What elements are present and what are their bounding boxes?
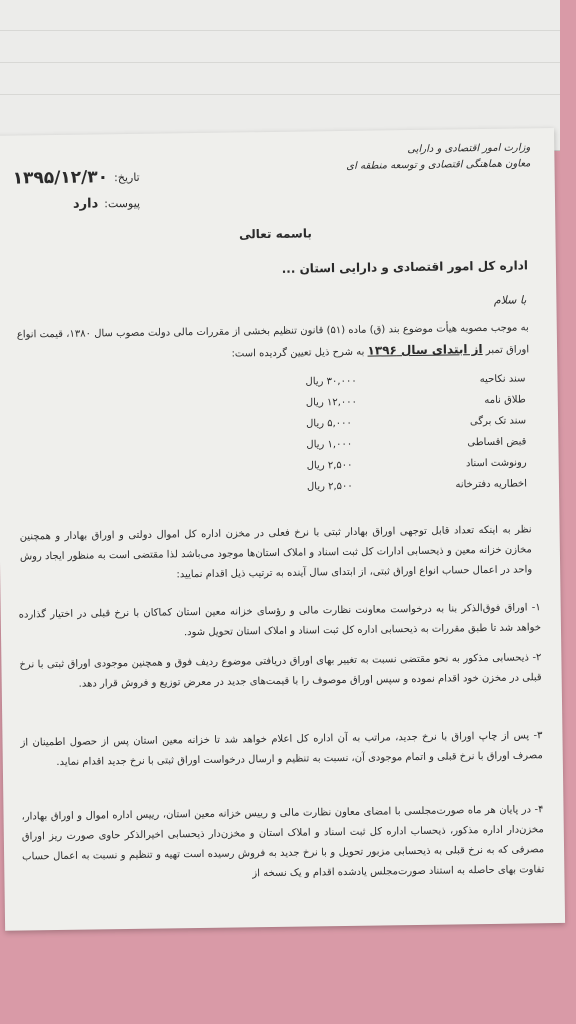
- numbered-item: ۲- ذیحسابی مذکور به نحو مقتضی نسبت به تغییر بهای اوراق دریافتی موضوع ردیف فوق و همچنین موجودی اوراق ثبتی با نرخ قبلی در مخزن خود اقدام نموده و سپس اوراق موصوف را با قیمت‌های جدید در معرض توزیع و فروش قرار دهد.: [19, 652, 542, 690]
- ministry-name: وزارت امور اقتصادی و دارایی: [407, 142, 531, 156]
- letter-meta: [12, 164, 140, 218]
- recipient: اداره کل امور اقتصادی و دارایی استان ...: [281, 258, 529, 276]
- fee-name: رونوشت اسناد: [465, 457, 527, 470]
- intro-text-end: به شرح ذیل تعیین گردیده است:: [231, 346, 365, 360]
- numbered-item: ۱- اوراق فوق‌الذکر بنا به درخواست معاونت نظارت مالی و رؤسای خزانه معین استان کماکان با نرخ قبلی در اختیار گذارده خواهد شد تا طبق مقررات به ذیحسابی اداره کل ثبت اسناد و املاک استان تحویل شود.: [18, 602, 542, 639]
- ministry-header: [346, 140, 531, 175]
- fee-name: قبض اقساطی: [467, 436, 527, 449]
- intro-paragraph: [17, 318, 530, 367]
- letter-document: [0, 128, 565, 931]
- date-label: تاریخ:: [113, 170, 140, 184]
- attachment-label: پیوست:: [104, 196, 141, 210]
- fee-row: [267, 473, 527, 498]
- body-paragraph: نظر به اینکه تعداد قابل توجهی اوراق بهادار ثبتی با نرخ فعلی در مخزن اداره کل اموال دولتی و اوراق بهادار و همچنین مخازن خزانه معین و ذیحسابی ادارات کل ثبت اسناد و املاک استان‌ها موجود می‌باشد لذا مقتضی است به منظور ایجاد روش واحد در اعمال حساب انواع اوراق ثبتی، از ابتدای سال آینده به ترتیب ذیل اقدام نمایید:: [19, 524, 533, 581]
- greeting: با سلام: [493, 293, 527, 307]
- fee-amount: ۵,۰۰۰ ریال: [306, 417, 352, 430]
- numbered-item: ۳- پس از چاپ اوراق با نرخ جدید، مراتب به آن اداره کل اعلام خواهد شد تا خزانه معین استان پس از حصول اطمینان از مصرف اوراق با نرخ قبلی و اتمام موجودی آن، نسبت به تنظیم و ارسال درخواست اوراق ثبتی با نرخ جدید اقدام نماید.: [20, 730, 543, 769]
- letter-heading: باسمه تعالی: [238, 226, 312, 242]
- fee-amount: ۲,۵۰۰ ریال: [306, 480, 353, 493]
- fee-name: سند نکاحیه: [479, 373, 526, 386]
- attachment-row: [13, 190, 140, 218]
- intro-text: به موجب مصوبه هیأت موضوع بند (ق) ماده (۵۱) قانون تنظیم بخشی از مقررات مالی دولت مصوب سال ۱۳۸۰، قیمت انواع اوراق تمبر: [16, 322, 530, 356]
- fee-amount: ۲,۵۰۰ ریال: [306, 459, 353, 472]
- numbered-item: ۴- در پایان هر ماه صورت‌مجلسی با امضای معاون نظارت مالی و رییس خزانه معین استان، رییس اداره اموال و اوراق بهادار، مخزن‌دار اداره مذکور، ذیحساب اداره کل ثبت اسناد و املاک استان و مخزن‌دار ذیحسابی اخیرالذکر حاوی صورت ریز اوراق مصرفی که به نرخ قبلی به ذیحسابی مزبور تحویل و با نرخ جدید به فروش رسیده است تهیه و تنظیم و نسبت به اعمال حساب تفاوت بهای حاصله به استناد صورت‌مجلس یادشده اقدام و یک نسخه از: [21, 804, 545, 880]
- ministry-deputy: معاون هماهنگی اقتصادی و توسعه منطقه ای: [346, 158, 531, 172]
- fee-amount: ۱,۰۰۰ ریال: [306, 438, 353, 451]
- fee-name: اخطاریه دفترخانه: [455, 478, 528, 491]
- date-row: [12, 164, 139, 192]
- fee-name: سند تک برگی: [469, 415, 527, 428]
- fee-list: [265, 368, 527, 498]
- date-value: ۱۳۹۵/۱۲/۳۰: [12, 167, 109, 189]
- fee-amount: ۱۲,۰۰۰ ریال: [305, 396, 358, 409]
- fee-amount: ۳۰,۰۰۰ ریال: [305, 375, 357, 388]
- attachment-value: دارد: [72, 195, 99, 212]
- fee-name: طلاق نامه: [484, 394, 526, 406]
- intro-emphasis: از ابتدای سال ۱۳۹۶: [367, 342, 483, 358]
